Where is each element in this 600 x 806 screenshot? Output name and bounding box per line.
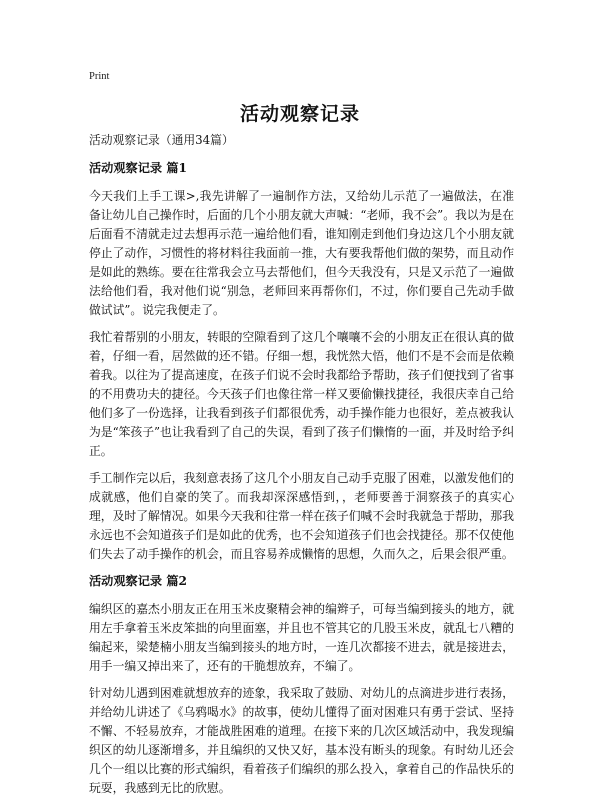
print-label: Print bbox=[89, 71, 110, 82]
paragraph: 手工制作完以后，我刻意表扬了这几个小朋友自己动手克服了困难，以激发他们的成就感，他们自豪的笑了。而我却深深感悟到，，老师要善于洞察孩子的真实心理，及时了解情况。如果今天我和往常一样在孩子们喊不会时我就急于帮助，那我永远也不会知道孩子们是如此的优秀，也不会知道孩子们也会找捷径。那不仅使他们失去了动手操作的机会，而且容易养成懒惰的思想，久而久之，后果会很严重。 bbox=[89, 471, 514, 561]
paragraph: 编织区的嘉杰小朋友正在用玉米皮聚精会神的编辫子，可每当编到接头的地方，就用左手拿着玉米皮笨拙的向里面塞，并且也不管其它的几股玉米皮，就乱七八糟的编起来，梁楚楠小朋友当编到接头的地方时，一连几次都接不进去，就是接进去，用手一编又掉出来了，还有的干脆想放弃，不编了。 bbox=[89, 602, 514, 673]
document-body bbox=[89, 131, 514, 806]
section-heading: 活动观察记录 篇1 bbox=[89, 161, 188, 175]
document-subtitle: 活动观察记录（通用34篇） bbox=[89, 133, 234, 147]
paragraph: 针对幼儿遇到困难就想放弃的迹象，我采取了鼓励、对幼儿的点滴进步进行表扬，并给幼儿讲述了《乌鸦喝水》的故事，使幼儿懂得了面对困难只有勇于尝试、坚持不懈、不轻易放弃，才能战胜困难的道理。在接下来的几次区域活动中，我发现编织区的幼儿逐渐增多，并且编织的又快又好，基本没有断头的现象。有时幼儿还会几个一组以比赛的形式编织，看着孩子们编织的那么投入，拿着自己的作品快乐的玩耍，我感到无比的欣慰。 bbox=[89, 686, 514, 795]
paragraph: 我忙着帮别的小朋友，转眼的空隙看到了这几个嚷嚷不会的小朋友正在很认真的做着，仔细一看，居然做的还不错。仔细一想，我恍然大悟，他们不是不会而是依赖着我。以往为了提高速度，在孩子们说不会时我都给予帮助，孩子们便找到了省事的不用费功夫的捷径。今天孩子们也像往常一样又要偷懒找捷径，我很庆幸自己给他们多了一份选择，让我看到孩子们都很优秀，动手操作能力也很好，差点被我认为是“笨孩子”也让我看到了自己的失误，看到了孩子们懒惰的一面，并及时给予纠正。 bbox=[89, 330, 514, 458]
section-1 bbox=[89, 159, 514, 564]
paragraph: 今天我们上手工课>,我先讲解了一遍制作方法，又给幼儿示范了一遍做法，在准备让幼儿自己操作时，后面的几个小朋友就大声喊：“老师，我不会”。我以为是在后面看不清就走过去想再示范一遍给他们看，谁知刚走到他们身边这几个小朋友就停止了动作，习惯性的将材料往我面前一推，大有要我帮他们做的架势，而且动作是如此的熟练。要在往常我会立马去帮他们，但今天我没有，只是又示范了一遍做法给他们看，我对他们说“别急，老师回来再帮你们，不过，你们要自己先动手做做试试”。说完我便走了。 bbox=[89, 189, 514, 317]
section-2 bbox=[89, 572, 514, 798]
section-heading: 活动观察记录 篇2 bbox=[89, 574, 188, 588]
page-title: 活动观察记录 bbox=[239, 103, 360, 125]
